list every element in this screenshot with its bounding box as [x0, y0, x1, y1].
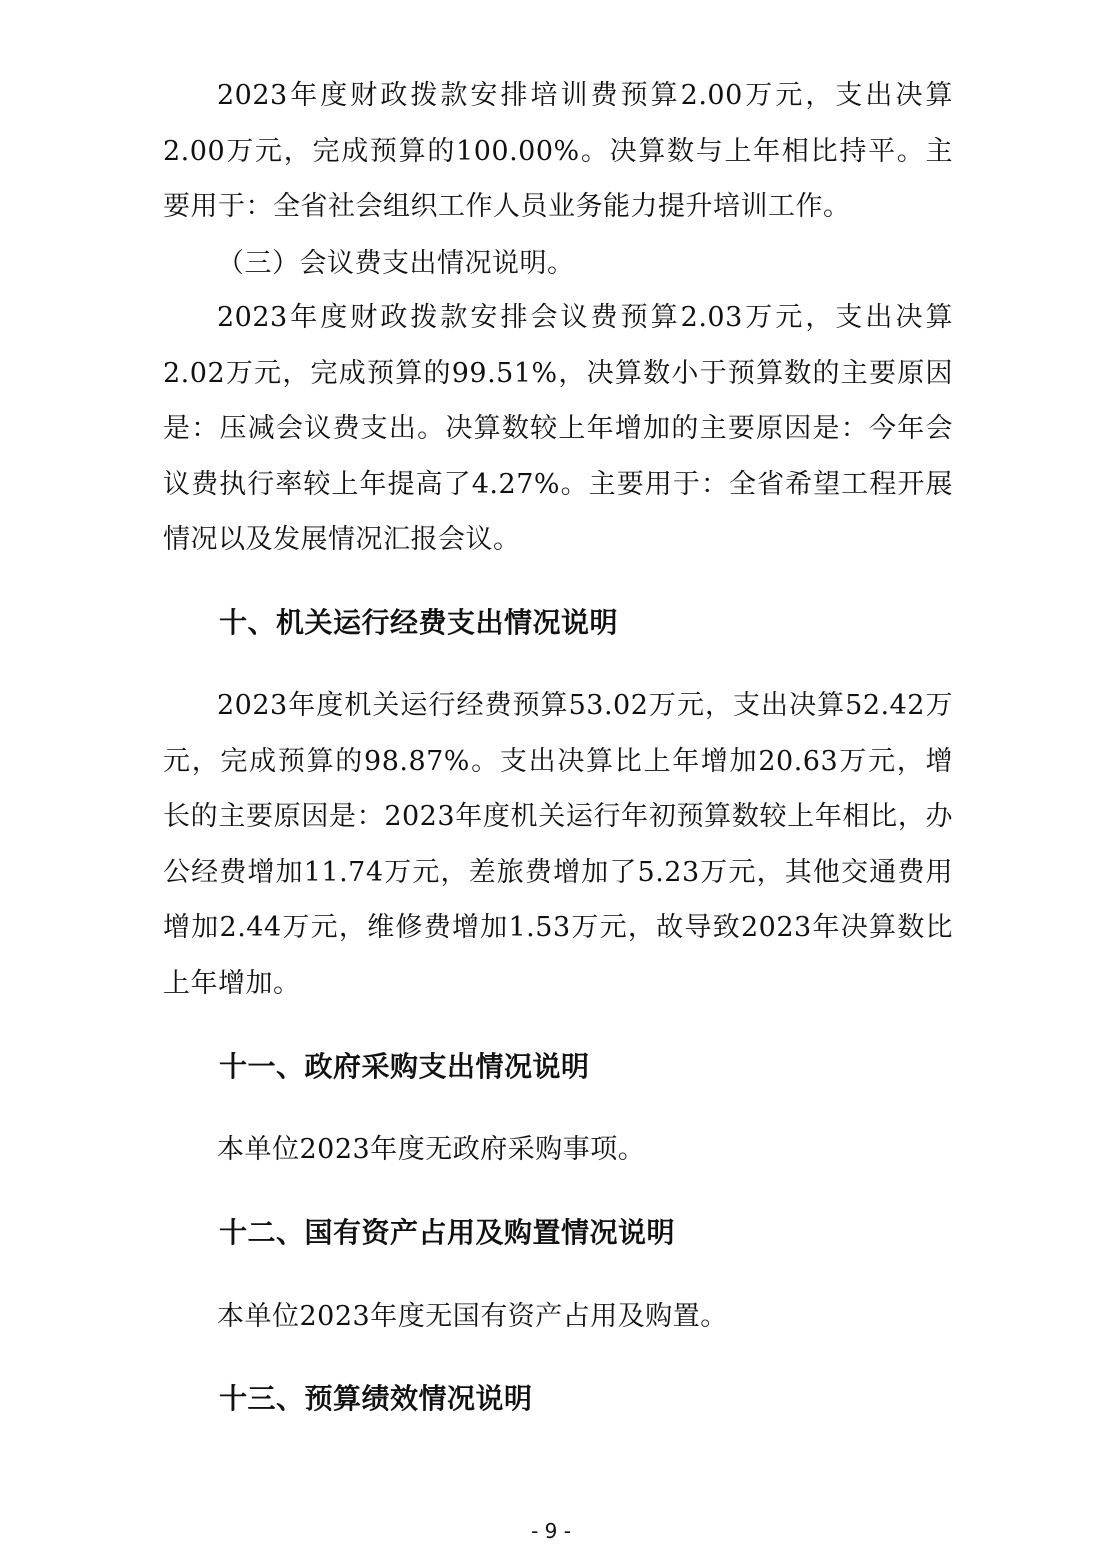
section-heading-10: 十、机关运行经费支出情况说明 — [219, 606, 619, 639]
assets-paragraph: 本单位2023年度无国有资产占用及购置。 — [217, 1301, 728, 1332]
section-heading-11: 十一、政府采购支出情况说明 — [219, 1050, 590, 1083]
meeting-fee-subheading: （三）会议费支出情况说明。 — [217, 248, 575, 279]
operating-expense-paragraph: 2023年度机关运行经费预算53.02万元，支出决算52.42万元，完成预算的98.87%。支出决算比上年增加20.63万元，增长的主要原因是：2023年度机关运行年初预算数较上年相比，办公经费增加11.74万元，差旅费增加了5.23万元，其他交通费用增加2.44万元，维修费增加1.53万元，故导致2023年决算数比上年增加。 — [163, 690, 953, 999]
section-heading-13: 十三、预算绩效情况说明 — [219, 1382, 533, 1415]
page-number: - 9 - — [531, 1519, 571, 1543]
procurement-paragraph: 本单位2023年度无政府采购事项。 — [217, 1134, 646, 1165]
training-fee-paragraph: 2023年度财政拨款安排培训费预算2.00万元，支出决算2.00万元，完成预算的100.00%。决算数与上年相比持平。主要用于：全省社会组织工作人员业务能力提升培训工作。 — [163, 80, 953, 222]
section-heading-12: 十二、国有资产占用及购置情况说明 — [219, 1216, 676, 1249]
meeting-fee-paragraph: 2023年度财政拨款安排会议费预算2.03万元，支出决算2.02万元，完成预算的99.51%，决算数小于预算数的主要原因是：压减会议费支出。决算数较上年增加的主要原因是：今年会议费执行率较上年提高了4.27%。主要用于：全省希望工程开展情况以及发展情况汇报会议。 — [163, 302, 953, 555]
